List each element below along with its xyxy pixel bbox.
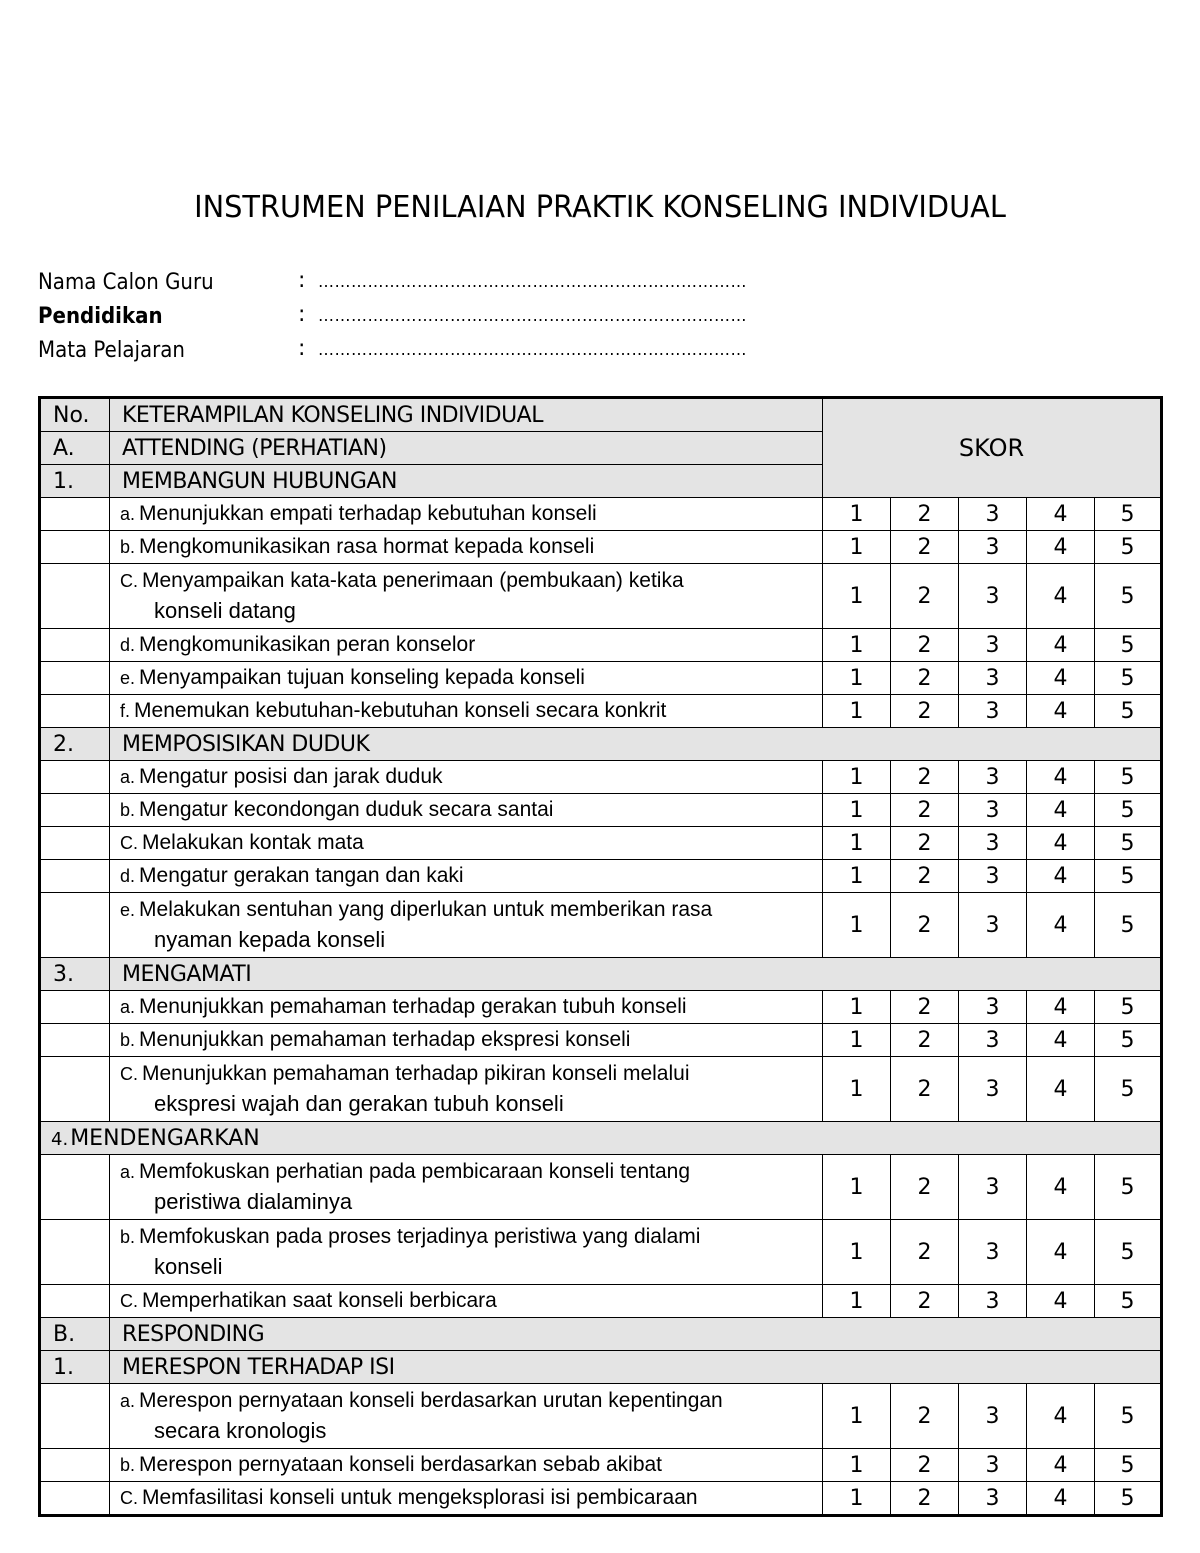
identity-colon: : xyxy=(298,336,306,361)
skill-item xyxy=(110,564,823,629)
score-option-3[interactable]: 3 xyxy=(959,827,1027,860)
score-option-4[interactable]: 4 xyxy=(1027,1057,1095,1122)
item-letter: b. xyxy=(120,1455,136,1475)
row-no-cell xyxy=(40,827,110,860)
score-option-5[interactable]: 5 xyxy=(1095,531,1162,564)
item-text-continued: ekspresi wajah dan gerakan tubuh konseli xyxy=(154,1091,564,1116)
skill-item xyxy=(110,1057,823,1122)
row-no-cell xyxy=(40,1285,110,1318)
score-option-3[interactable]: 3 xyxy=(959,1155,1027,1220)
score-option-4[interactable]: 4 xyxy=(1027,860,1095,893)
identity-label: Nama Calon Guru xyxy=(38,270,214,295)
row-no-cell xyxy=(40,794,110,827)
score-option-5[interactable]: 5 xyxy=(1095,991,1162,1024)
score-option-4[interactable]: 4 xyxy=(1027,1482,1095,1516)
header-no: No. xyxy=(40,398,110,432)
skill-item xyxy=(110,827,823,860)
item-text: Melakukan sentuhan yang diperlukan untuk memberikan rasa xyxy=(139,898,713,921)
item-letter: f. xyxy=(120,701,131,721)
score-option-3[interactable]: 3 xyxy=(959,498,1027,531)
score-option-3[interactable]: 3 xyxy=(959,991,1027,1024)
score-option-3[interactable]: 3 xyxy=(959,1024,1027,1057)
score-option-3[interactable]: 3 xyxy=(959,860,1027,893)
score-option-2[interactable]: 2 xyxy=(891,695,959,728)
score-option-3[interactable]: 3 xyxy=(959,1449,1027,1482)
skill-item xyxy=(110,629,823,662)
score-option-4[interactable]: 4 xyxy=(1027,564,1095,629)
row-no-cell xyxy=(40,1155,110,1220)
score-option-1[interactable]: 1 xyxy=(823,794,891,827)
item-letter: b. xyxy=(120,1227,136,1247)
item-text: Mengkomunikasikan peran konselor xyxy=(139,633,476,656)
subsection-no: 2. xyxy=(40,728,110,761)
item-letter: C. xyxy=(120,571,138,591)
score-option-5[interactable]: 5 xyxy=(1095,1024,1162,1057)
identity-fill-line: …………………………………………………………………… xyxy=(318,340,747,359)
score-option-2[interactable]: 2 xyxy=(891,827,959,860)
subsection-label: MENGAMATI xyxy=(110,958,1162,991)
subsection-row xyxy=(40,728,1162,761)
subsection-row xyxy=(40,958,1162,991)
row-no-cell xyxy=(40,893,110,958)
skill-item xyxy=(110,761,823,794)
subsection-cell xyxy=(40,1122,1162,1155)
table-row xyxy=(40,1482,1162,1516)
score-option-4[interactable]: 4 xyxy=(1027,1285,1095,1318)
item-text: Menyampaikan kata-kata penerimaan (pembukaan) ketika xyxy=(142,569,684,592)
item-text: Menemukan kebutuhan-kebutuhan konseli secara konkrit xyxy=(134,699,667,722)
score-option-3[interactable]: 3 xyxy=(959,629,1027,662)
skill-item xyxy=(110,1449,823,1482)
subsection-label: MEMPOSISIKAN DUDUK xyxy=(110,728,1162,761)
score-option-5[interactable]: 5 xyxy=(1095,1482,1162,1516)
table-row xyxy=(40,1384,1162,1449)
item-text-continued: secara kronologis xyxy=(154,1418,327,1443)
header-skill: KETERAMPILAN KONSELING INDIVIDUAL xyxy=(110,398,823,432)
assessment-table xyxy=(38,396,1163,1517)
score-option-2[interactable]: 2 xyxy=(891,531,959,564)
subsection-no: B. xyxy=(40,1318,110,1351)
subsection-label: MERESPON TERHADAP ISI xyxy=(110,1351,1162,1384)
skill-item xyxy=(110,498,823,531)
row-no-cell xyxy=(40,662,110,695)
table-row xyxy=(40,1155,1162,1220)
identity-block xyxy=(38,270,838,372)
identity-fill-line: …………………………………………………………………… xyxy=(318,272,747,291)
score-option-5[interactable]: 5 xyxy=(1095,1057,1162,1122)
score-option-4[interactable]: 4 xyxy=(1027,1024,1095,1057)
item-text: Memperhatikan saat konseli berbicara xyxy=(142,1289,497,1312)
row-no-cell xyxy=(40,695,110,728)
score-option-3[interactable]: 3 xyxy=(959,794,1027,827)
score-option-5[interactable]: 5 xyxy=(1095,498,1162,531)
score-option-4[interactable]: 4 xyxy=(1027,662,1095,695)
skill-item xyxy=(110,531,823,564)
row-no-cell xyxy=(40,991,110,1024)
score-option-4[interactable]: 4 xyxy=(1027,1384,1095,1449)
score-option-2[interactable]: 2 xyxy=(891,893,959,958)
row-no-cell xyxy=(40,1057,110,1122)
section-no: A. xyxy=(40,432,110,465)
score-option-3[interactable]: 3 xyxy=(959,531,1027,564)
item-letter: b. xyxy=(120,800,136,820)
table-row xyxy=(40,991,1162,1024)
identity-row-education xyxy=(38,304,838,338)
score-option-4[interactable]: 4 xyxy=(1027,1220,1095,1285)
item-letter: e. xyxy=(120,668,136,688)
item-text: Mengkomunikasikan rasa hormat kepada konseli xyxy=(139,535,595,558)
item-text: Menunjukkan pemahaman terhadap pikiran konseli melalui xyxy=(142,1062,690,1085)
score-option-1[interactable]: 1 xyxy=(823,629,891,662)
score-option-5[interactable]: 5 xyxy=(1095,629,1162,662)
item-letter: a. xyxy=(120,1162,136,1182)
subsection-no: 3. xyxy=(40,958,110,991)
row-no-cell xyxy=(40,629,110,662)
score-option-5[interactable]: 5 xyxy=(1095,827,1162,860)
score-option-3[interactable]: 3 xyxy=(959,1482,1027,1516)
row-no-cell xyxy=(40,1449,110,1482)
score-option-5[interactable]: 5 xyxy=(1095,860,1162,893)
score-option-2[interactable]: 2 xyxy=(891,794,959,827)
row-no-cell xyxy=(40,1384,110,1449)
skill-item xyxy=(110,1482,823,1516)
table-row xyxy=(40,893,1162,958)
score-option-4[interactable]: 4 xyxy=(1027,498,1095,531)
item-text: Menyampaikan tujuan konseling kepada konseli xyxy=(139,666,585,689)
score-option-4[interactable]: 4 xyxy=(1027,1155,1095,1220)
score-option-5[interactable]: 5 xyxy=(1095,1449,1162,1482)
score-option-4[interactable]: 4 xyxy=(1027,695,1095,728)
score-option-4[interactable]: 4 xyxy=(1027,827,1095,860)
identity-colon: : xyxy=(298,302,306,327)
score-option-1[interactable]: 1 xyxy=(823,860,891,893)
table-row xyxy=(40,1024,1162,1057)
table-row xyxy=(40,860,1162,893)
score-option-1[interactable]: 1 xyxy=(823,1057,891,1122)
row-no-cell xyxy=(40,531,110,564)
table-row xyxy=(40,794,1162,827)
score-option-1[interactable]: 1 xyxy=(823,1285,891,1318)
table-row xyxy=(40,498,1162,531)
score-option-3[interactable]: 3 xyxy=(959,1057,1027,1122)
item-letter: C. xyxy=(120,833,138,853)
row-no-cell xyxy=(40,564,110,629)
item-letter: C. xyxy=(120,1064,138,1084)
item-letter: b. xyxy=(120,537,136,557)
item-letter: C. xyxy=(120,1488,138,1508)
row-no-cell xyxy=(40,498,110,531)
score-option-2[interactable]: 2 xyxy=(891,1384,959,1449)
row-no-cell xyxy=(40,1482,110,1516)
score-option-2[interactable]: 2 xyxy=(891,629,959,662)
item-text: Merespon pernyataan konseli berdasarkan urutan kepentingan xyxy=(139,1389,723,1412)
table-row xyxy=(40,531,1162,564)
item-letter: C. xyxy=(120,1291,138,1311)
score-option-5[interactable]: 5 xyxy=(1095,794,1162,827)
score-option-2[interactable]: 2 xyxy=(891,1285,959,1318)
score-option-1[interactable]: 1 xyxy=(823,662,891,695)
table-row xyxy=(40,695,1162,728)
score-option-3[interactable]: 3 xyxy=(959,1384,1027,1449)
score-option-1[interactable]: 1 xyxy=(823,893,891,958)
item-text: Menunjukkan empati terhadap kebutuhan konseli xyxy=(139,502,597,525)
score-option-5[interactable]: 5 xyxy=(1095,761,1162,794)
item-text: Menunjukkan pemahaman terhadap gerakan tubuh konseli xyxy=(139,995,687,1018)
table-row xyxy=(40,662,1162,695)
skill-item xyxy=(110,794,823,827)
score-option-2[interactable]: 2 xyxy=(891,1024,959,1057)
subsection-row xyxy=(40,1351,1162,1384)
score-option-5[interactable]: 5 xyxy=(1095,564,1162,629)
identity-row-name xyxy=(38,270,838,304)
item-text-continued: konseli datang xyxy=(154,598,296,623)
item-letter: d. xyxy=(120,635,136,655)
score-option-3[interactable]: 3 xyxy=(959,761,1027,794)
subsection-label: MEMBANGUN HUBUNGAN xyxy=(110,465,823,498)
row-no-cell xyxy=(40,1024,110,1057)
score-option-1[interactable]: 1 xyxy=(823,1155,891,1220)
identity-row-subject xyxy=(38,338,838,372)
item-text: Mengatur gerakan tangan dan kaki xyxy=(139,864,464,887)
score-option-3[interactable]: 3 xyxy=(959,564,1027,629)
identity-colon: : xyxy=(298,268,306,293)
score-option-2[interactable]: 2 xyxy=(891,761,959,794)
skill-item xyxy=(110,991,823,1024)
identity-fill-line: …………………………………………………………………… xyxy=(318,306,747,325)
score-option-3[interactable]: 3 xyxy=(959,662,1027,695)
item-text: Melakukan kontak mata xyxy=(142,831,364,854)
item-letter: a. xyxy=(120,997,136,1017)
score-option-4[interactable]: 4 xyxy=(1027,629,1095,662)
score-option-3[interactable]: 3 xyxy=(959,695,1027,728)
score-option-4[interactable]: 4 xyxy=(1027,531,1095,564)
score-option-2[interactable]: 2 xyxy=(891,860,959,893)
item-text: Memfokuskan perhatian pada pembicaraan konseli tentang xyxy=(139,1160,691,1183)
score-option-5[interactable]: 5 xyxy=(1095,893,1162,958)
subsection-label: RESPONDING xyxy=(110,1318,1162,1351)
subsection-row xyxy=(40,1122,1162,1155)
table-row xyxy=(40,564,1162,629)
score-option-5[interactable]: 5 xyxy=(1095,1285,1162,1318)
table-header-row xyxy=(40,398,1162,432)
row-no-cell xyxy=(40,1220,110,1285)
score-option-5[interactable]: 5 xyxy=(1095,1220,1162,1285)
score-option-4[interactable]: 4 xyxy=(1027,1449,1095,1482)
subsection-no: 4. xyxy=(51,1128,69,1150)
item-letter: a. xyxy=(120,1391,136,1411)
item-text: Memfokuskan pada proses terjadinya peristiwa yang dialami xyxy=(139,1225,701,1248)
skill-item xyxy=(110,1384,823,1449)
score-option-1[interactable]: 1 xyxy=(823,827,891,860)
score-option-2[interactable]: 2 xyxy=(891,1220,959,1285)
item-letter: d. xyxy=(120,866,136,886)
table-row xyxy=(40,1057,1162,1122)
score-option-2[interactable]: 2 xyxy=(891,662,959,695)
skill-item xyxy=(110,1220,823,1285)
score-option-1[interactable]: 1 xyxy=(823,1220,891,1285)
score-option-1[interactable]: 1 xyxy=(823,1449,891,1482)
score-option-1[interactable]: 1 xyxy=(823,1384,891,1449)
section-label: ATTENDING (PERHATIAN) xyxy=(110,432,823,465)
table-row xyxy=(40,761,1162,794)
skill-item xyxy=(110,662,823,695)
subsection-label: MENDENGARKAN xyxy=(70,1125,260,1151)
row-no-cell xyxy=(40,761,110,794)
item-letter: a. xyxy=(120,504,136,524)
skill-item xyxy=(110,695,823,728)
score-option-1[interactable]: 1 xyxy=(823,991,891,1024)
score-option-1[interactable]: 1 xyxy=(823,564,891,629)
skill-item xyxy=(110,1155,823,1220)
score-option-2[interactable]: 2 xyxy=(891,991,959,1024)
table-row xyxy=(40,1285,1162,1318)
score-option-2[interactable]: 2 xyxy=(891,564,959,629)
score-option-5[interactable]: 5 xyxy=(1095,1384,1162,1449)
identity-label: Mata Pelajaran xyxy=(38,338,185,363)
item-text-continued: konseli xyxy=(154,1254,223,1279)
skill-item xyxy=(110,860,823,893)
table-row xyxy=(40,629,1162,662)
score-option-3[interactable]: 3 xyxy=(959,893,1027,958)
item-text: Memfasilitasi konseli untuk mengeksplorasi isi pembicaraan xyxy=(142,1486,698,1509)
item-text: Mengatur kecondongan duduk secara santai xyxy=(139,798,554,821)
row-no-cell xyxy=(40,860,110,893)
table-row xyxy=(40,1449,1162,1482)
item-letter: e. xyxy=(120,900,136,920)
subsection-no: 1. xyxy=(40,465,110,498)
score-option-1[interactable]: 1 xyxy=(823,761,891,794)
item-letter: b. xyxy=(120,1030,136,1050)
skill-item xyxy=(110,1024,823,1057)
table-row xyxy=(40,1220,1162,1285)
subsection-no: 1. xyxy=(40,1351,110,1384)
score-option-4[interactable]: 4 xyxy=(1027,893,1095,958)
score-option-1[interactable]: 1 xyxy=(823,531,891,564)
score-option-1[interactable]: 1 xyxy=(823,695,891,728)
score-option-5[interactable]: 5 xyxy=(1095,695,1162,728)
score-option-4[interactable]: 4 xyxy=(1027,991,1095,1024)
score-option-2[interactable]: 2 xyxy=(891,1482,959,1516)
score-option-2[interactable]: 2 xyxy=(891,1057,959,1122)
score-option-1[interactable]: 1 xyxy=(823,1482,891,1516)
score-option-1[interactable]: 1 xyxy=(823,498,891,531)
score-option-2[interactable]: 2 xyxy=(891,1449,959,1482)
header-skor: SKOR xyxy=(823,398,1162,498)
score-option-2[interactable]: 2 xyxy=(891,1155,959,1220)
item-text: Mengatur posisi dan jarak duduk xyxy=(139,765,443,788)
identity-label: Pendidikan xyxy=(38,304,163,329)
score-option-5[interactable]: 5 xyxy=(1095,662,1162,695)
score-option-1[interactable]: 1 xyxy=(823,1024,891,1057)
document-title: INSTRUMEN PENILAIAN PRAKTIK KONSELING INDIVIDUAL xyxy=(194,190,1006,225)
score-option-2[interactable]: 2 xyxy=(891,498,959,531)
skill-item xyxy=(110,1285,823,1318)
score-option-3[interactable]: 3 xyxy=(959,1285,1027,1318)
score-option-4[interactable]: 4 xyxy=(1027,794,1095,827)
item-text: Menunjukkan pemahaman terhadap ekspresi konseli xyxy=(139,1028,631,1051)
skill-item xyxy=(110,893,823,958)
item-text: Merespon pernyataan konseli berdasarkan sebab akibat xyxy=(139,1453,663,1476)
item-text-continued: peristiwa dialaminya xyxy=(154,1189,353,1214)
item-letter: a. xyxy=(120,767,136,787)
score-option-3[interactable]: 3 xyxy=(959,1220,1027,1285)
table-row xyxy=(40,827,1162,860)
subsection-row xyxy=(40,1318,1162,1351)
item-text-continued: nyaman kepada konseli xyxy=(154,927,386,952)
score-option-4[interactable]: 4 xyxy=(1027,761,1095,794)
score-option-5[interactable]: 5 xyxy=(1095,1155,1162,1220)
